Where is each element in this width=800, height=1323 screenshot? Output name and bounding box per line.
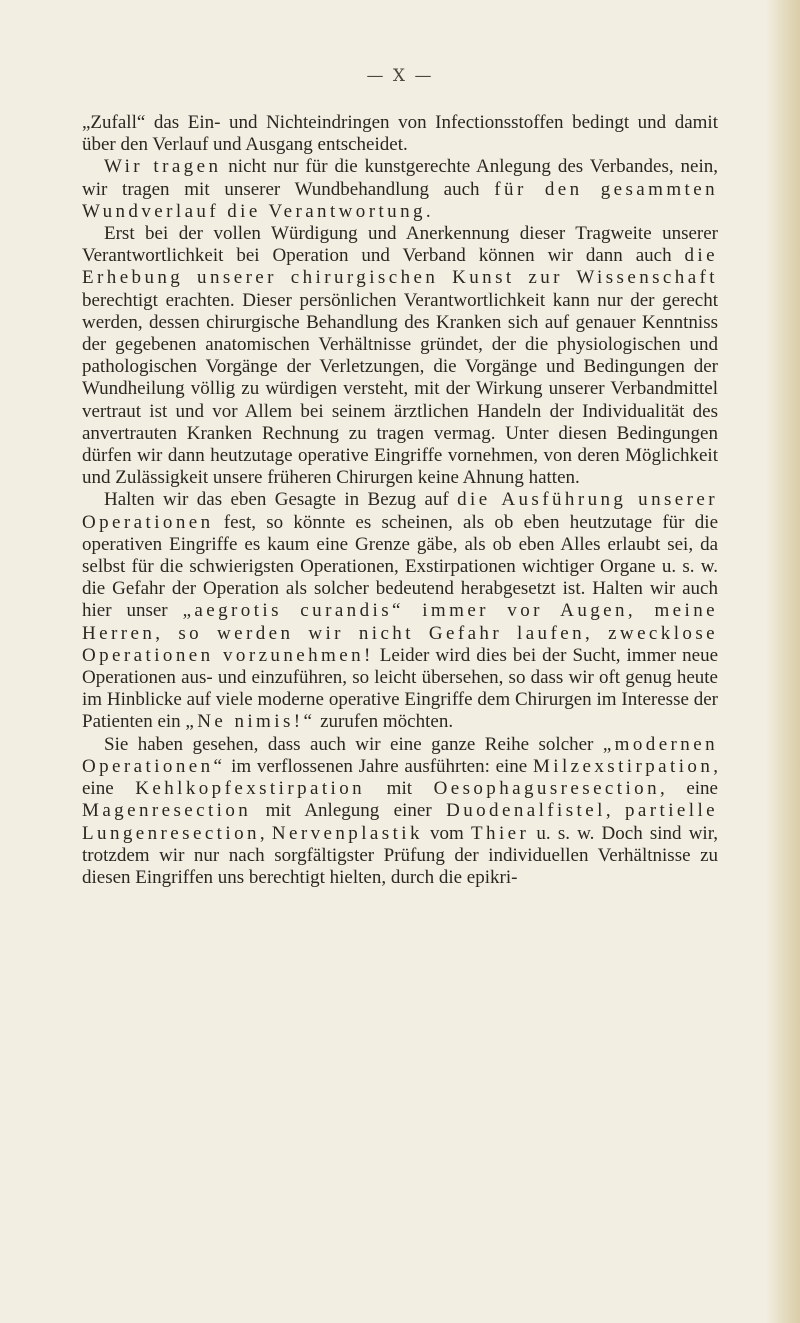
spaced-emphasis-text: Magenresection bbox=[82, 800, 252, 822]
paragraph-text: , bbox=[259, 822, 272, 844]
spaced-emphasis-text: „Ne nimis!“ bbox=[185, 711, 316, 733]
paragraph-text: u. s. w. Doch sind wir, trotzdem wir nur nach sorgfältigster Prüfung der individuellen Verhältnisse zu diesen Eingriffen uns berechtigt hielten, durch die epikri- bbox=[82, 822, 719, 888]
paragraph-text: Erst bei der vollen Würdigung und Anerkennung dieser Tragweite unserer Verantwortlichkeit bei Operation und Verband können wir dann auch bbox=[82, 223, 718, 267]
paragraph-text: zurufen möchten. bbox=[315, 711, 454, 733]
paragraph-text: Leider wird dies bei der Sucht, immer neue Operationen aus- und einzuführen, so leicht übersehen, so dass wir oft genug heute im Hinblicke auf viele moderne operative Eingriffe dem Chirurgen im Interesse der Patienten ein bbox=[82, 644, 719, 733]
paragraph-1 bbox=[82, 112, 718, 156]
paragraph-4 bbox=[82, 489, 718, 733]
paragraph-text: mit Anlegung einer bbox=[251, 800, 447, 822]
paragraph-text: berechtigt erachten. Dieser persönlichen Verantwortlichkeit kann nur der gerecht werden, dessen chirurgische Behandlung des Kranken sich auf genauer Kenntniss der gegebenen anatomischen Verhältnisse gründet, der die physiologischen und pathologischen Vorgänge der Verletzungen, die Vorgänge und Bedingungen der Wundheilung völlig zu würdigen versteht, mit der Wirkung unserer Verbandmittel vertraut ist und vor Allem bei seinem ärztlichen Handeln der Individualität des anvertrauten Kranken Rechnung zu tragen vermag. Unter diesen Bedingungen dürfen wir dann heutzutage operative Eingriffe vornehmen, von deren Möglichkeit und Zulässigkeit unsere früheren Chirurgen keine Ahnung hatten. bbox=[82, 289, 718, 489]
spaced-emphasis-text: „aegrotis curandis“ immer vor Augen, meine Herren, so werden wir nicht Gefahr laufen, zwecklose Operationen vorzunehmen! bbox=[82, 600, 718, 666]
paragraph-text: nicht nur für die kunstgerechte Anlegung des Verbandes, nein, wir tragen mit unserer Wundbehandlung auch bbox=[82, 156, 718, 200]
paragraph-text: , eine bbox=[82, 755, 718, 800]
spaced-emphasis-text: für den gesammten Wundverlauf die Verantwortung. bbox=[82, 178, 718, 222]
paragraph-text: „Zufall“ das Ein- und Nichteindringen von Infectionsstoffen bedingt und damit über den Verlauf und Ausgang entscheidet. bbox=[82, 112, 718, 156]
spaced-emphasis-text: Milzexstirpation bbox=[532, 755, 714, 777]
spaced-emphasis-text: partielle Lungenresection bbox=[82, 800, 719, 844]
paragraph-text: vom bbox=[422, 822, 471, 844]
paragraph-text: mit bbox=[365, 778, 434, 800]
spaced-emphasis-text: Duodenalfistel bbox=[446, 800, 606, 822]
paragraph-5 bbox=[82, 734, 718, 889]
spaced-emphasis-text: Nervenplastik bbox=[271, 822, 423, 844]
spaced-emphasis-text: Oesophagusresection bbox=[433, 778, 661, 800]
spaced-emphasis-text: „modernen Operationen“ bbox=[82, 733, 718, 777]
spaced-emphasis-text: die Erhebung unserer chirurgischen Kunst zur Wissenschaft bbox=[82, 245, 718, 289]
paragraph-text: , eine bbox=[660, 778, 718, 800]
paragraph-text: Sie haben gesehen, dass auch wir eine ganze Reihe solcher bbox=[104, 733, 603, 755]
body-text bbox=[82, 112, 718, 889]
paragraph-2 bbox=[82, 156, 718, 223]
paragraph-text: Halten wir das eben Gesagte in Bezug auf bbox=[104, 489, 458, 511]
page-edge-shadow bbox=[766, 0, 800, 1323]
paragraph-text: im verflossenen Jahre ausführten: eine bbox=[225, 755, 533, 777]
paragraph-3 bbox=[82, 223, 718, 489]
spaced-emphasis-text: Wir tragen bbox=[104, 156, 222, 178]
page-number-header: — X — bbox=[366, 66, 434, 86]
paragraph-text: fest, so könnte es scheinen, als ob eben heutzutage für die operativen Eingriffe es kaum eine Grenze gäbe, als ob eben Alles erlaubt sei, da selbst für die schwierigsten Operationen, Exstirpationen wichtiger Organe u. s. w. die Gefahr der Operation als solcher bedeutend herabgesetzt ist. Halten wir auch hier unser bbox=[82, 511, 718, 622]
spaced-emphasis-text: die Ausführung unserer Operationen bbox=[82, 489, 719, 533]
spaced-emphasis-text: Thier bbox=[471, 822, 530, 844]
spaced-emphasis-text: Kehlkopfexstirpation bbox=[135, 778, 366, 800]
paragraph-text: , bbox=[605, 800, 625, 822]
